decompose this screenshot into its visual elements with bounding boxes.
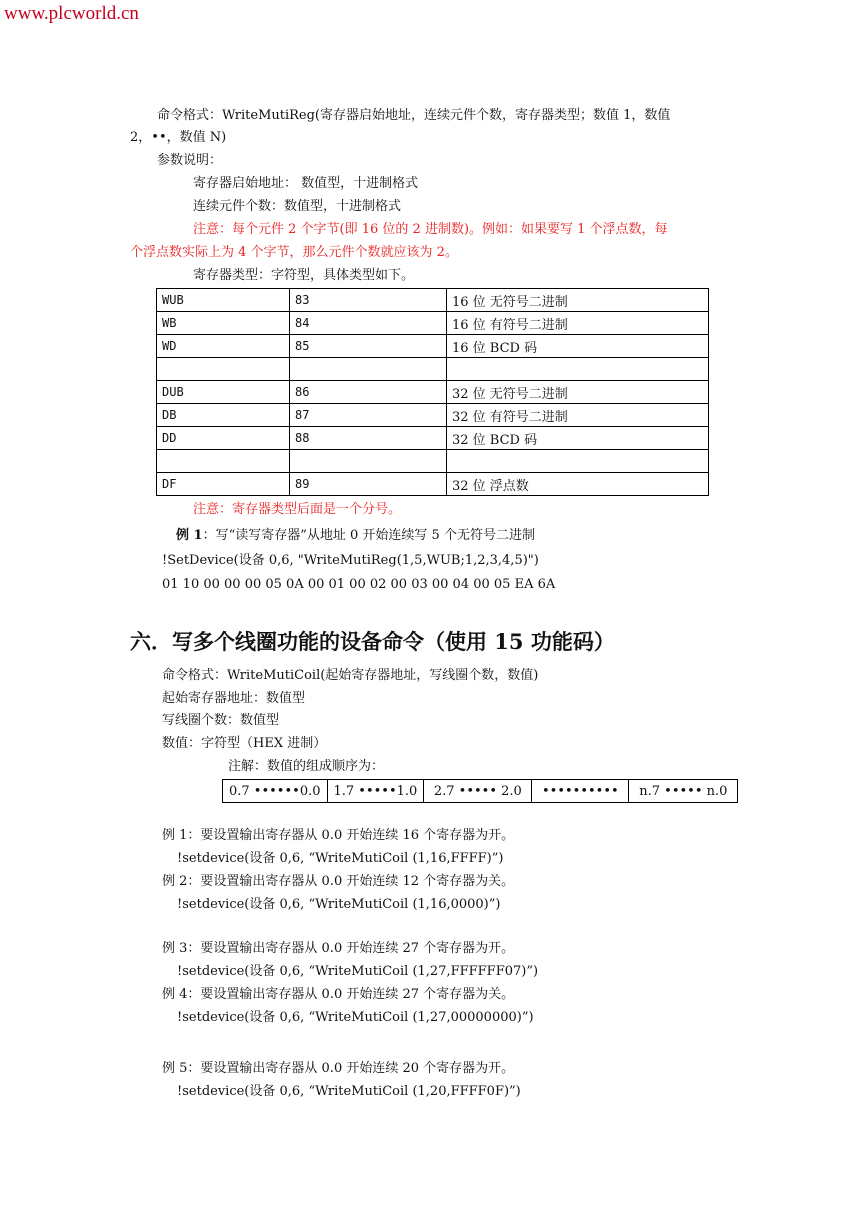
- example-1-text: ：写“读写寄存器”从地址 0 开始连续写 5 个无符号二进制: [202, 528, 535, 543]
- order-cell: 1.7 •••••1.0: [327, 780, 424, 803]
- type-number-cell: 89: [290, 473, 447, 496]
- section-6-title: 六．写多个线圈功能的设备命令（使用 15 功能码）: [130, 629, 615, 654]
- coil-value: 数值：字符型（HEX 进制）: [162, 736, 327, 751]
- type-code-cell: DD: [157, 427, 290, 450]
- type-number-cell: 86: [290, 381, 447, 404]
- table-row: [157, 358, 709, 381]
- example-1-command: !SetDevice(设备 0,6, "WriteMutiReg(1,5,WUB;1,2,3,4,5)"): [162, 553, 539, 568]
- coil-example-1-desc: 例 1：要设置输出寄存器从 0.0 开始连续 16 个寄存器为开。: [162, 828, 515, 843]
- type-number-cell: 84: [290, 312, 447, 335]
- coil-start-addr: 起始寄存器地址：数值型: [162, 691, 306, 706]
- cmd-format-line2: 2，••，数值 N): [130, 130, 227, 145]
- coil-explain: 注解：数值的组成顺序为：: [228, 759, 385, 774]
- example-1: [176, 528, 535, 544]
- type-number-cell: 83: [290, 289, 447, 312]
- param-start-addr: 寄存器启始地址： 数值型，十进制格式: [193, 176, 419, 191]
- type-desc-cell: 16 位 有符号二进制: [447, 312, 709, 335]
- param-count: 连续元件个数：数值型，十进制格式: [193, 199, 402, 214]
- note-line1: 注意：每个元件 2 个字节(即 16 位的 2 进制数)。例如：如果要写 1 个浮点数，每: [193, 222, 668, 237]
- order-cell: n.7 ••••• n.0: [629, 780, 738, 803]
- example-1-label: 例 1: [176, 528, 203, 543]
- type-number-cell: [290, 358, 447, 381]
- coil-example-5-desc: 例 5：要设置输出寄存器从 0.0 开始连续 20 个寄存器为开。: [162, 1061, 515, 1076]
- type-code-cell: DB: [157, 404, 290, 427]
- type-desc-cell: 32 位 有符号二进制: [447, 404, 709, 427]
- bit-order-table: [222, 779, 738, 803]
- type-code-cell: [157, 358, 290, 381]
- table-row: [157, 427, 709, 450]
- params-title: 参数说明：: [157, 153, 223, 168]
- table-row: [157, 312, 709, 335]
- table-row: [157, 335, 709, 358]
- type-number-cell: 88: [290, 427, 447, 450]
- type-number-cell: 87: [290, 404, 447, 427]
- coil-example-1-cmd: !setdevice(设备 0,6, “WriteMutiCoil (1,16,FFFF)”): [177, 851, 504, 866]
- table-row: [157, 450, 709, 473]
- type-code-cell: DUB: [157, 381, 290, 404]
- type-code-cell: WB: [157, 312, 290, 335]
- cmd-format-line1: 命令格式：WriteMutiReg(寄存器启始地址，连续元件个数，寄存器类型；数值 1，数值: [157, 108, 671, 123]
- type-desc-cell: 32 位 BCD 码: [447, 427, 709, 450]
- coil-example-3-cmd: !setdevice(设备 0,6, “WriteMutiCoil (1,27,FFFFFF07)”): [177, 964, 539, 979]
- coil-example-2-cmd: !setdevice(设备 0,6, “WriteMutiCoil (1,16,0000)”): [177, 897, 501, 912]
- coil-example-5-cmd: !setdevice(设备 0,6, “WriteMutiCoil (1,20,FFFF0F)”): [177, 1084, 521, 1099]
- type-code-cell: WUB: [157, 289, 290, 312]
- order-cell: 2.7 ••••• 2.0: [424, 780, 532, 803]
- example-1-hex: 01 10 00 00 00 05 0A 00 01 00 02 00 03 00 04 00 05 EA 6A: [162, 577, 556, 592]
- type-desc-cell: [447, 358, 709, 381]
- type-number-cell: 85: [290, 335, 447, 358]
- table-row: [157, 381, 709, 404]
- type-desc-cell: 32 位 浮点数: [447, 473, 709, 496]
- table-row: [157, 473, 709, 496]
- type-desc-cell: 16 位 BCD 码: [447, 335, 709, 358]
- order-cell: 0.7 ••••••0.0: [223, 780, 328, 803]
- type-code-cell: WD: [157, 335, 290, 358]
- type-number-cell: [290, 450, 447, 473]
- type-code-cell: [157, 450, 290, 473]
- coil-count: 写线圈个数：数值型: [162, 713, 280, 728]
- coil-example-4-desc: 例 4：要设置输出寄存器从 0.0 开始连续 27 个寄存器为关。: [162, 987, 515, 1002]
- type-desc-cell: [447, 450, 709, 473]
- watermark: www.plcworld.cn: [4, 3, 139, 24]
- type-desc-cell: 32 位 无符号二进制: [447, 381, 709, 404]
- coil-cmd-format: 命令格式：WriteMutiCoil(起始寄存器地址，写线圈个数，数值): [162, 668, 539, 683]
- type-desc-cell: 16 位 无符号二进制: [447, 289, 709, 312]
- note-line2: 个浮点数实际上为 4 个字节，那么元件个数就应该为 2。: [130, 245, 458, 260]
- register-type-table: [156, 288, 709, 496]
- param-type: 寄存器类型：字符型，具体类型如下。: [193, 268, 415, 283]
- coil-example-3-desc: 例 3：要设置输出寄存器从 0.0 开始连续 27 个寄存器为开。: [162, 941, 515, 956]
- table-row: [157, 289, 709, 312]
- semicolon-note: 注意：寄存器类型后面是一个分号。: [193, 502, 402, 517]
- coil-example-4-cmd: !setdevice(设备 0,6, “WriteMutiCoil (1,27,00000000)”): [177, 1010, 534, 1025]
- table-row: [157, 404, 709, 427]
- order-cell: ••••••••••: [532, 780, 629, 803]
- coil-example-2-desc: 例 2：要设置输出寄存器从 0.0 开始连续 12 个寄存器为关。: [162, 874, 515, 889]
- type-code-cell: DF: [157, 473, 290, 496]
